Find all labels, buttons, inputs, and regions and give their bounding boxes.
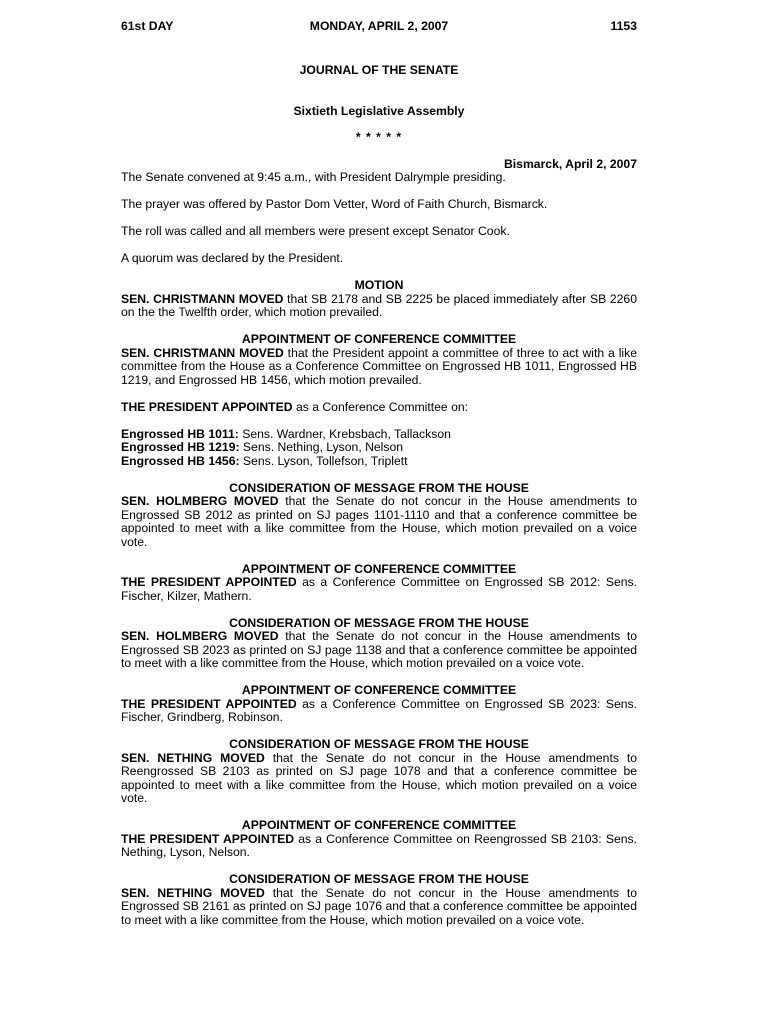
section-heading: CONSIDERATION OF MESSAGE FROM THE HOUSE [229, 615, 529, 630]
section-lead: THE PRESIDENT APPOINTED [121, 696, 297, 711]
journal-title: JOURNAL OF THE SENATE [299, 63, 459, 77]
journal-page [121, 20, 637, 927]
appointment-lead: SEN. CHRISTMANN MOVED [121, 345, 284, 360]
assembly-title: Sixtieth Legislative Assembly [293, 103, 465, 118]
header-date: MONDAY, APRIL 2, 2007 [309, 19, 449, 33]
section-lead: THE PRESIDENT APPOINTED [121, 831, 295, 846]
committee-item [121, 455, 637, 469]
committee-item [121, 441, 637, 455]
committee-list [121, 428, 637, 469]
president-appointed-paragraph [121, 401, 637, 415]
committee-members: Sens. Lyson, Tollefson, Triplett [239, 453, 408, 468]
motion-heading: MOTION [354, 278, 404, 292]
section-heading: CONSIDERATION OF MESSAGE FROM THE HOUSE [229, 872, 529, 886]
president-appointed-lead: THE PRESIDENT APPOINTED [121, 399, 293, 414]
section-lead: SEN. HOLMBERG MOVED [121, 629, 279, 643]
committee-bill: Engrossed HB 1219: [121, 440, 240, 454]
section-text: as a Conference Committee on Engrossed SB 2023: Sens. Fischer, Grindberg, Robinson. [121, 696, 637, 724]
section-paragraph [121, 630, 637, 671]
committee-members: Sens. Wardner, Krebsbach, Tallackson [238, 426, 451, 441]
committee-members: Sens. Nething, Lyson, Nelson [239, 440, 404, 454]
header-day: 61st DAY [121, 19, 174, 33]
section-heading: APPOINTMENT OF CONFERENCE COMMITTEE [241, 818, 517, 832]
section-heading: CONSIDERATION OF MESSAGE FROM THE HOUSE [229, 480, 529, 495]
section-paragraph [121, 833, 637, 860]
section-lead: SEN. NETHING MOVED [121, 750, 265, 765]
section-heading: CONSIDERATION OF MESSAGE FROM THE HOUSE [229, 737, 529, 751]
section-lead: SEN. HOLMBERG MOVED [121, 494, 279, 508]
section-text: as a Conference Committee on Reengrossed SB 2103: Sens. Nething, Lyson, Nelson. [121, 831, 637, 859]
section-paragraph [121, 752, 637, 806]
intro-prayer: The prayer was offered by Pastor Dom Vetter, Word of Faith Church, Bismarck. [121, 197, 548, 211]
section-text: that the Senate do not concur in the House amendments to Reengrossed SB 2103 as printed on SJ page 1078 and that a conference committee be appointed to meet with a like committee from the House, which motion prevailed on a voice vote. [121, 750, 637, 805]
section-paragraph [121, 887, 637, 928]
intro-convened: The Senate convened at 9:45 a.m., with President Dalrymple presiding. [121, 170, 506, 184]
motion-lead: SEN. CHRISTMANN MOVED [121, 291, 284, 306]
motion-text: that SB 2178 and SB 2225 be placed immediately after SB 2260 on the the Twelfth order, which motion prevailed. [121, 291, 637, 319]
section-text: that the Senate do not concur in the House amendments to Engrossed SB 2161 as printed on SJ page 1076 and that a conference committee be appointed to meet with a like committee from the House, which motion prevailed on a voice vote. [121, 885, 637, 927]
intro-quorum: A quorum was declared by the President. [121, 251, 344, 265]
committee-bill: Engrossed HB 1011: [121, 426, 239, 441]
section-lead: THE PRESIDENT APPOINTED [121, 575, 297, 589]
section-text: as a Conference Committee on Engrossed SB 2012: Sens. Fischer, Kilzer, Mathern. [121, 575, 637, 603]
page-header [121, 20, 637, 34]
appointment-text: that the President appoint a committee of three to act with a like committee from the House as a Conference Committee on Engrossed HB 1011, Engrossed HB 1219, and Engrossed HB 1456, which motion prevailed. [121, 345, 637, 387]
motion-paragraph [121, 293, 637, 320]
section-paragraph [121, 576, 637, 603]
appointment-paragraph [121, 347, 637, 388]
section-lead: SEN. NETHING MOVED [121, 885, 265, 900]
committee-item [121, 428, 637, 442]
section-paragraph [121, 495, 637, 549]
appointment-heading: APPOINTMENT OF CONFERENCE COMMITTEE [241, 332, 517, 346]
header-page-number: 1153 [610, 19, 637, 33]
intro-roll-call: The roll was called and all members were present except Senator Cook. [121, 224, 510, 238]
section-heading: APPOINTMENT OF CONFERENCE COMMITTEE [241, 561, 517, 576]
place-date: Bismarck, April 2, 2007 [503, 156, 637, 171]
section-heading: APPOINTMENT OF CONFERENCE COMMITTEE [241, 683, 517, 697]
separator: * * * * * [355, 130, 403, 144]
president-appointed-text: as a Conference Committee on: [292, 399, 469, 414]
section-text: that the Senate do not concur in the House amendments to Engrossed SB 2023 as printed on SJ page 1138 and that a conference committee be appointed to meet with a like committee from the House, which motion prevailed on a voice vote. [121, 629, 638, 670]
section-paragraph [121, 698, 637, 725]
section-text: that the Senate do not concur in the House amendments to Engrossed SB 2012 as printed on SJ pages 1101-1110 and that a conference committee be appointed to meet with a like committee from the House, which motion prevailed on a voice vote. [121, 494, 638, 549]
committee-bill: Engrossed HB 1456: [121, 453, 240, 468]
